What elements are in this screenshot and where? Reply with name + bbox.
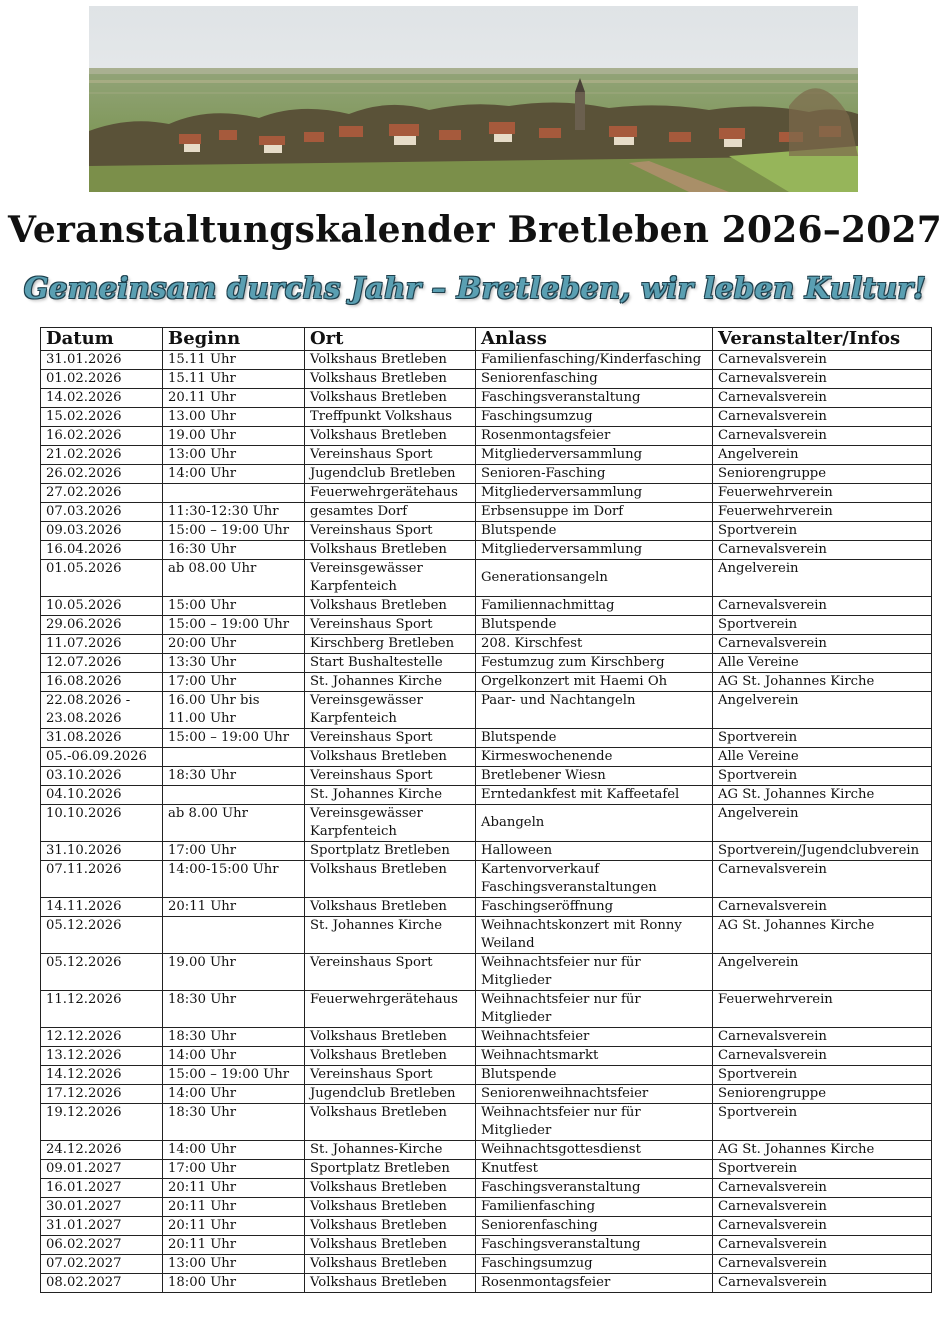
cell-veranstalter: Carnevalsverein [713,898,932,917]
cell-ort: Jugendclub Bretleben [305,465,476,484]
cell-datum: 14.11.2026 [41,898,163,917]
cell-anlass: Seniorenweihnachtsfeier [476,1085,713,1104]
cell-anlass: Weihnachtsmarkt [476,1047,713,1066]
cell-datum: 08.02.2027 [41,1274,163,1293]
cell-veranstalter: Angelverein [713,560,932,597]
cell-beginn: 11:30-12:30 Uhr [163,503,305,522]
cell-beginn: 14:00-15:00 Uhr [163,861,305,898]
cell-anlass: 208. Kirschfest [476,635,713,654]
cell-anlass: Paar- und Nachtangeln [476,692,713,729]
cell-anlass: Rosenmontagsfeier [476,1274,713,1293]
cell-ort: St. Johannes Kirche [305,673,476,692]
cell-ort: Volkshaus Bretleben [305,861,476,898]
table-header-row [41,328,932,351]
cell-veranstalter: Seniorengruppe [713,1085,932,1104]
cell-beginn: 19.00 Uhr [163,954,305,991]
cell-ort: Vereinshaus Sport [305,1066,476,1085]
cell-anlass: Mitgliederversammlung [476,484,713,503]
cell-ort: Volkshaus Bretleben [305,1236,476,1255]
cell-veranstalter: Sportverein [713,767,932,786]
cell-veranstalter: Carnevalsverein [713,1274,932,1293]
cell-anlass: Familienfasching/Kinderfasching [476,351,713,370]
cell-ort: St. Johannes Kirche [305,917,476,954]
cell-datum: 03.10.2026 [41,767,163,786]
table-row [41,446,932,465]
cell-veranstalter: Carnevalsverein [713,408,932,427]
cell-ort: Treffpunkt Volkshaus [305,408,476,427]
cell-veranstalter: Sportverein/Jugendclubverein [713,842,932,861]
cell-datum: 26.02.2026 [41,465,163,484]
table-row [41,673,932,692]
cell-datum: 07.02.2027 [41,1255,163,1274]
cell-veranstalter: Sportverein [713,522,932,541]
cell-beginn: 15:00 Uhr [163,597,305,616]
table-row [41,541,932,560]
cell-anlass: Festumzug zum Kirschberg [476,654,713,673]
cell-beginn [163,748,305,767]
cell-anlass: Mitgliederversammlung [476,446,713,465]
cell-veranstalter: Angelverein [713,954,932,991]
cell-beginn: 14:00 Uhr [163,1085,305,1104]
table-row [41,389,932,408]
header-veranstalter: Veranstalter/Infos [713,328,932,351]
cell-ort: Volkshaus Bretleben [305,898,476,917]
table-row [41,1047,932,1066]
page-subtitle: Gemeinsam durchs Jahr – Bretleben, wir leben Kultur! [23,271,927,305]
cell-veranstalter: Carnevalsverein [713,597,932,616]
cell-beginn [163,917,305,954]
cell-ort: Volkshaus Bretleben [305,1179,476,1198]
cell-beginn: 13:00 Uhr [163,446,305,465]
cell-beginn [163,484,305,503]
table-row [41,729,932,748]
cell-datum: 19.12.2026 [41,1104,163,1141]
cell-ort: Volkshaus Bretleben [305,351,476,370]
table-row [41,1160,932,1179]
cell-beginn: 14:00 Uhr [163,1141,305,1160]
table-row [41,1274,932,1293]
table-row [41,786,932,805]
cell-datum: 07.03.2026 [41,503,163,522]
cell-veranstalter: Carnevalsverein [713,370,932,389]
cell-anlass: Faschingseröffnung [476,898,713,917]
cell-veranstalter: Angelverein [713,805,932,842]
cell-anlass: Erntedankfest mit Kaffeetafel [476,786,713,805]
cell-anlass: Kartenvorverkauf Faschingsveranstaltungen [476,861,713,898]
cell-ort: Volkshaus Bretleben [305,1104,476,1141]
cell-datum: 11.07.2026 [41,635,163,654]
cell-ort: Vereinshaus Sport [305,616,476,635]
cell-veranstalter: Carnevalsverein [713,427,932,446]
table-row [41,427,932,446]
cell-ort: Volkshaus Bretleben [305,1047,476,1066]
cell-datum: 01.05.2026 [41,560,163,597]
cell-beginn: 14:00 Uhr [163,465,305,484]
table-row [41,692,932,729]
cell-veranstalter: AG St. Johannes Kirche [713,673,932,692]
cell-datum: 07.11.2026 [41,861,163,898]
cell-beginn: 18:30 Uhr [163,1028,305,1047]
cell-datum: 14.02.2026 [41,389,163,408]
table-row [41,991,932,1028]
cell-beginn: 16:30 Uhr [163,541,305,560]
cell-anlass: Familienfasching [476,1198,713,1217]
cell-anlass: Weihnachtsgottesdienst [476,1141,713,1160]
cell-datum: 16.02.2026 [41,427,163,446]
cell-veranstalter: Carnevalsverein [713,1047,932,1066]
cell-anlass: Blutspende [476,1066,713,1085]
cell-ort: St. Johannes-Kirche [305,1141,476,1160]
cell-anlass: Kirmeswochenende [476,748,713,767]
cell-ort: Sportplatz Bretleben [305,842,476,861]
cell-beginn: 20.11 Uhr [163,389,305,408]
cell-veranstalter: Angelverein [713,692,932,729]
cell-beginn: 13:00 Uhr [163,1255,305,1274]
cell-anlass: Weihnachtsfeier [476,1028,713,1047]
cell-veranstalter: Sportverein [713,1066,932,1085]
cell-ort: Vereinshaus Sport [305,767,476,786]
cell-beginn: 15.11 Uhr [163,370,305,389]
cell-datum: 24.12.2026 [41,1141,163,1160]
cell-datum: 04.10.2026 [41,786,163,805]
cell-anlass: Halloween [476,842,713,861]
village-panorama-photo [89,6,858,192]
cell-ort: Vereinshaus Sport [305,446,476,465]
cell-veranstalter: AG St. Johannes Kirche [713,1141,932,1160]
table-row [41,484,932,503]
cell-beginn: 14:00 Uhr [163,1047,305,1066]
cell-beginn: 17:00 Uhr [163,1160,305,1179]
cell-ort: Volkshaus Bretleben [305,427,476,446]
cell-anlass: Weihnachtsfeier nur für Mitglieder [476,991,713,1028]
cell-anlass: Weihnachtsfeier nur für Mitglieder [476,1104,713,1141]
table-row [41,522,932,541]
cell-ort: Volkshaus Bretleben [305,1028,476,1047]
cell-beginn: ab 8.00 Uhr [163,805,305,842]
cell-datum: 27.02.2026 [41,484,163,503]
cell-ort: Volkshaus Bretleben [305,1274,476,1293]
cell-ort: Volkshaus Bretleben [305,1198,476,1217]
cell-ort: Volkshaus Bretleben [305,1217,476,1236]
table-row [41,1104,932,1141]
table-row [41,917,932,954]
table-row [41,1179,932,1198]
cell-ort: Volkshaus Bretleben [305,748,476,767]
cell-beginn: 18:00 Uhr [163,1274,305,1293]
cell-beginn: ab 08.00 Uhr [163,560,305,597]
cell-anlass: Senioren-Fasching [476,465,713,484]
cell-anlass: Blutspende [476,729,713,748]
cell-ort: Volkshaus Bretleben [305,1255,476,1274]
header-ort: Ort [305,328,476,351]
table-row [41,616,932,635]
cell-ort: Vereinsgewässer Karpfenteich [305,560,476,597]
cell-datum: 14.12.2026 [41,1066,163,1085]
table-row [41,1066,932,1085]
cell-anlass: Faschingsveranstaltung [476,1236,713,1255]
cell-datum: 16.01.2027 [41,1179,163,1198]
cell-ort: Vereinshaus Sport [305,954,476,991]
cell-beginn: 17:00 Uhr [163,673,305,692]
table-row [41,370,932,389]
cell-datum: 09.01.2027 [41,1160,163,1179]
cell-ort: Vereinshaus Sport [305,729,476,748]
cell-veranstalter: Carnevalsverein [713,1236,932,1255]
table-row [41,408,932,427]
cell-anlass: Orgelkonzert mit Haemi Oh [476,673,713,692]
table-row [41,503,932,522]
events-table [40,327,932,1293]
cell-ort: St. Johannes Kirche [305,786,476,805]
cell-veranstalter: Sportverein [713,1160,932,1179]
table-row [41,1085,932,1104]
table-row [41,748,932,767]
cell-veranstalter: Feuerwehrverein [713,991,932,1028]
cell-veranstalter: AG St. Johannes Kirche [713,786,932,805]
cell-veranstalter: Sportverein [713,729,932,748]
cell-veranstalter: Carnevalsverein [713,1179,932,1198]
cell-beginn: 20:11 Uhr [163,1179,305,1198]
table-row [41,1028,932,1047]
cell-beginn: 19.00 Uhr [163,427,305,446]
cell-beginn: 20:11 Uhr [163,898,305,917]
table-row [41,1141,932,1160]
cell-datum: 10.10.2026 [41,805,163,842]
cell-veranstalter: Carnevalsverein [713,1028,932,1047]
cell-anlass: Faschingsumzug [476,408,713,427]
cell-anlass: Abangeln [476,805,713,842]
table-row [41,465,932,484]
cell-ort: Vereinshaus Sport [305,522,476,541]
header-anlass: Anlass [476,328,713,351]
table-row [41,1255,932,1274]
table-row [41,351,932,370]
cell-beginn: 18:30 Uhr [163,1104,305,1141]
table-row [41,805,932,842]
cell-veranstalter: Carnevalsverein [713,1198,932,1217]
cell-datum: 11.12.2026 [41,991,163,1028]
cell-beginn: 16.00 Uhr bis 11.00 Uhr [163,692,305,729]
cell-beginn: 20:11 Uhr [163,1198,305,1217]
cell-beginn [163,786,305,805]
table-row [41,654,932,673]
cell-ort: Vereinsgewässer Karpfenteich [305,692,476,729]
cell-ort: Sportplatz Bretleben [305,1160,476,1179]
cell-anlass: Knutfest [476,1160,713,1179]
cell-anlass: Faschingsveranstaltung [476,1179,713,1198]
table-row [41,898,932,917]
cell-anlass: Seniorenfasching [476,1217,713,1236]
cell-veranstalter: Sportverein [713,1104,932,1141]
cell-veranstalter: Sportverein [713,616,932,635]
cell-anlass: Weihnachtskonzert mit Ronny Weiland [476,917,713,954]
cell-datum: 01.02.2026 [41,370,163,389]
cell-veranstalter: AG St. Johannes Kirche [713,917,932,954]
cell-anlass: Faschingsumzug [476,1255,713,1274]
table-row [41,1198,932,1217]
cell-beginn: 20:11 Uhr [163,1217,305,1236]
cell-datum: 05.-06.09.2026 [41,748,163,767]
cell-datum: 13.12.2026 [41,1047,163,1066]
cell-beginn: 20:11 Uhr [163,1236,305,1255]
table-row [41,842,932,861]
cell-datum: 15.02.2026 [41,408,163,427]
cell-veranstalter: Feuerwehrverein [713,484,932,503]
cell-ort: Vereinsgewässer Karpfenteich [305,805,476,842]
table-row [41,560,932,597]
cell-anlass: Rosenmontagsfeier [476,427,713,446]
cell-datum: 31.10.2026 [41,842,163,861]
cell-ort: Jugendclub Bretleben [305,1085,476,1104]
cell-veranstalter: Seniorengruppe [713,465,932,484]
cell-veranstalter: Carnevalsverein [713,389,932,408]
cell-ort: gesamtes Dorf [305,503,476,522]
cell-anlass: Generationsangeln [476,560,713,597]
cell-datum: 31.01.2027 [41,1217,163,1236]
cell-datum: 12.07.2026 [41,654,163,673]
cell-beginn: 17:00 Uhr [163,842,305,861]
cell-beginn: 15:00 – 19:00 Uhr [163,616,305,635]
cell-veranstalter: Carnevalsverein [713,1217,932,1236]
header-beginn: Beginn [163,328,305,351]
cell-beginn: 18:30 Uhr [163,991,305,1028]
cell-beginn: 13.00 Uhr [163,408,305,427]
cell-ort: Volkshaus Bretleben [305,597,476,616]
cell-datum: 22.08.2026 - 23.08.2026 [41,692,163,729]
cell-ort: Volkshaus Bretleben [305,370,476,389]
cell-veranstalter: Angelverein [713,446,932,465]
cell-ort: Kirschberg Bretleben [305,635,476,654]
cell-anlass: Familiennachmittag [476,597,713,616]
cell-beginn: 20:00 Uhr [163,635,305,654]
cell-veranstalter: Carnevalsverein [713,635,932,654]
cell-datum: 17.12.2026 [41,1085,163,1104]
cell-ort: Start Bushaltestelle [305,654,476,673]
cell-datum: 05.12.2026 [41,954,163,991]
cell-datum: 09.03.2026 [41,522,163,541]
cell-datum: 29.06.2026 [41,616,163,635]
cell-ort: Volkshaus Bretleben [305,541,476,560]
cell-datum: 12.12.2026 [41,1028,163,1047]
cell-beginn: 15:00 – 19:00 Uhr [163,522,305,541]
cell-beginn: 18:30 Uhr [163,767,305,786]
cell-anlass: Seniorenfasching [476,370,713,389]
cell-veranstalter: Alle Vereine [713,654,932,673]
cell-anlass: Blutspende [476,522,713,541]
cell-beginn: 15:00 – 19:00 Uhr [163,729,305,748]
table-row [41,597,932,616]
cell-datum: 16.04.2026 [41,541,163,560]
cell-datum: 05.12.2026 [41,917,163,954]
table-row [41,1236,932,1255]
table-row [41,861,932,898]
header-datum: Datum [41,328,163,351]
cell-datum: 10.05.2026 [41,597,163,616]
table-row [41,635,932,654]
cell-veranstalter: Alle Vereine [713,748,932,767]
cell-veranstalter: Carnevalsverein [713,351,932,370]
page-title: Veranstaltungskalender Bretleben 2026–2027 [8,209,942,251]
cell-datum: 31.01.2026 [41,351,163,370]
cell-veranstalter: Feuerwehrverein [713,503,932,522]
cell-beginn: 13:30 Uhr [163,654,305,673]
cell-anlass: Bretlebener Wiesn [476,767,713,786]
cell-beginn: 15.11 Uhr [163,351,305,370]
cell-ort: Feuerwehrgerätehaus [305,991,476,1028]
cell-datum: 31.08.2026 [41,729,163,748]
cell-ort: Feuerwehrgerätehaus [305,484,476,503]
cell-datum: 16.08.2026 [41,673,163,692]
cell-veranstalter: Carnevalsverein [713,1255,932,1274]
cell-beginn: 15:00 – 19:00 Uhr [163,1066,305,1085]
cell-anlass: Erbsensuppe im Dorf [476,503,713,522]
cell-veranstalter: Carnevalsverein [713,861,932,898]
cell-ort: Volkshaus Bretleben [305,389,476,408]
table-row [41,954,932,991]
cell-anlass: Weihnachtsfeier nur für Mitglieder [476,954,713,991]
table-row [41,767,932,786]
cell-anlass: Mitgliederversammlung [476,541,713,560]
table-row [41,1217,932,1236]
cell-datum: 06.02.2027 [41,1236,163,1255]
cell-datum: 30.01.2027 [41,1198,163,1217]
cell-anlass: Blutspende [476,616,713,635]
cell-datum: 21.02.2026 [41,446,163,465]
cell-anlass: Faschingsveranstaltung [476,389,713,408]
cell-veranstalter: Carnevalsverein [713,541,932,560]
